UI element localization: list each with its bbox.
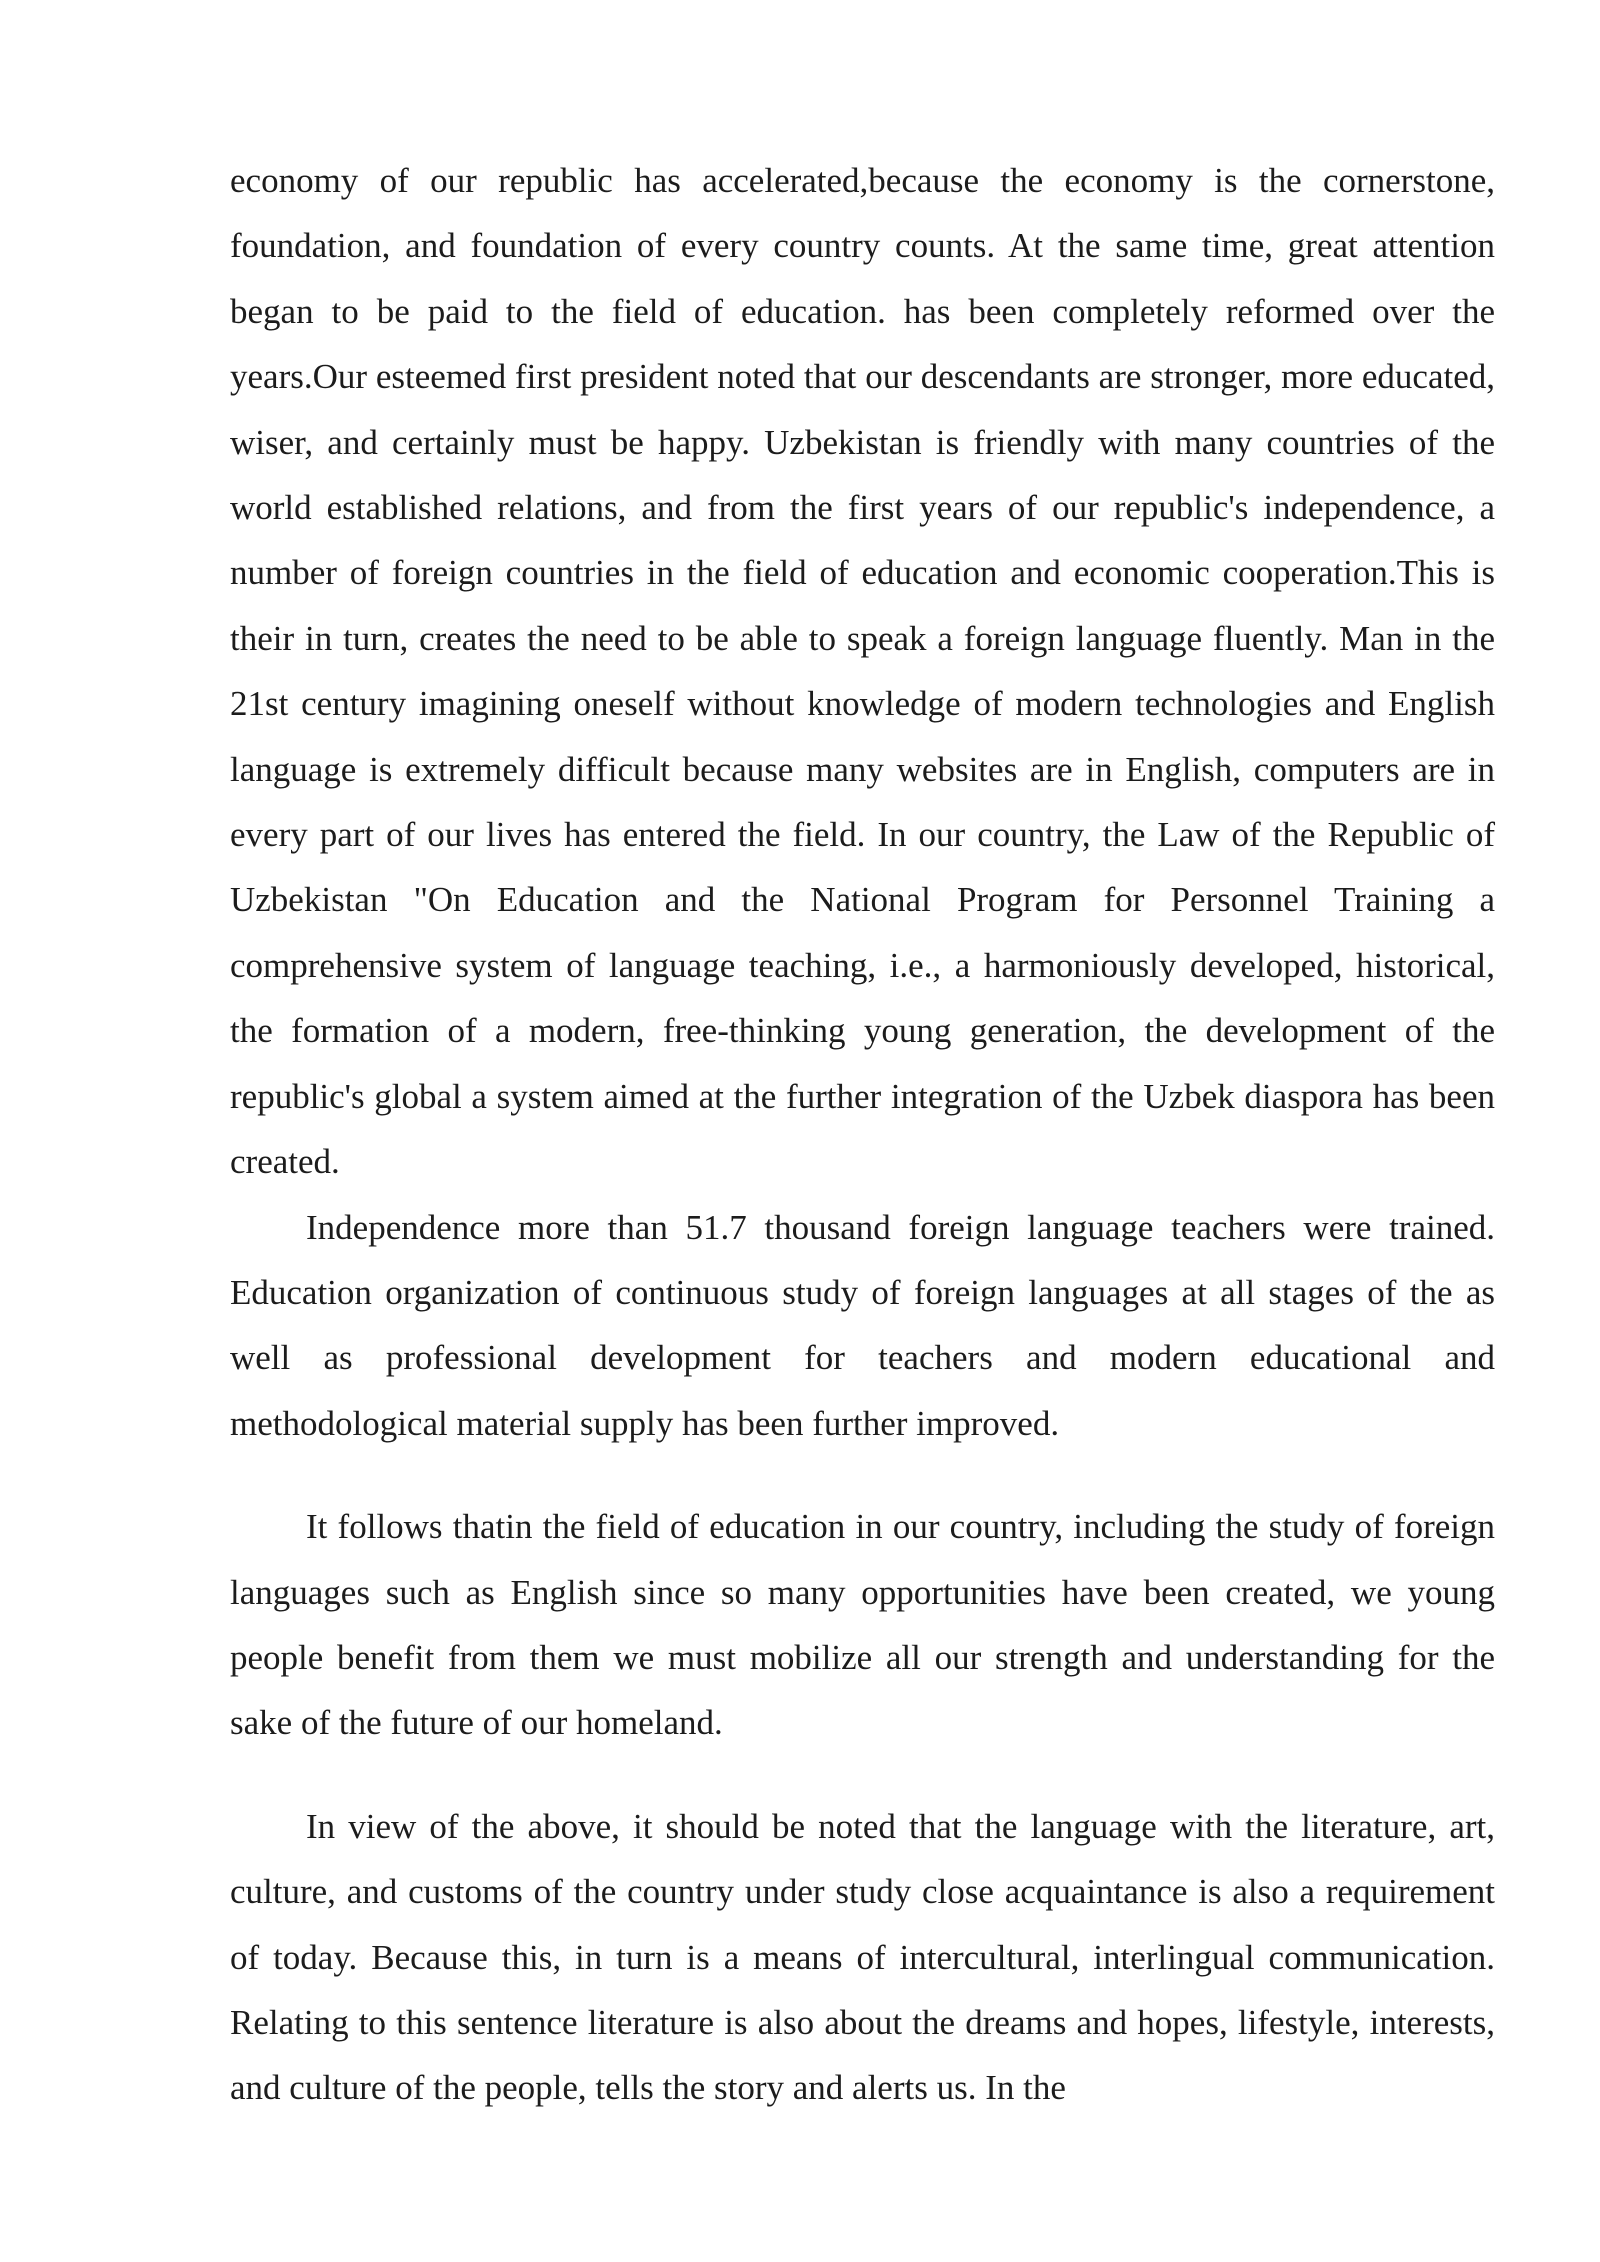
paragraph-opportunities: It follows thatin the field of education in our country, including the study of foreign languages such as English since so many opportunities have been created, we young people benefit from them we must mobilize all our strength and understanding for the sake of the future of our homeland. [230, 1507, 1495, 1743]
paragraph-teachers-trained: Independence more than 51.7 thousand foreign language teachers were trained. Education organization of continuous study of foreign languages at all stages of the as well as professional development for teachers and modern educational and methodological material supply has been further improved. [230, 1207, 1495, 1443]
paragraph-economy-education: economy of our republic has accelerated,because the economy is the cornerstone, foundation, and foundation of every country counts. At the same time, great attention began to be paid to the field of education. has been completely reformed over the years.Our esteemed first president noted that our descendants are stronger, more educated, wiser, and certainly must be happy. Uzbekistan is friendly with many countries of the world established relations, and from the first years of our republic's independence, a number of foreign countries in the field of education and economic cooperation.This is their in turn, creates the need to be able to speak a foreign language fluently. Man in the 21st century imagining oneself without knowledge of modern technologies and English language is extremely difficult because many websites are in English, computers are in every part of our lives has entered the field. In our country, the Law of the Republic of Uzbekistan "On Education and the National Program for Personnel Training a comprehensive system of language teaching, i.e., a harmoniously developed, historical, the formation of a modern, free-thinking young generation, the development of the republic's global a system aimed at the further integration of the Uzbek diaspora has been created. [230, 161, 1495, 1182]
document-page [230, 148, 1495, 2121]
paragraph-literature-culture: In view of the above, it should be noted that the language with the literature, art, culture, and customs of the country under study close acquaintance is also a requirement of today. Because this, in turn is a means of intercultural, interlingual communication. Relating to this sentence literature is also about the dreams and hopes, lifestyle, interests, and culture of the people, tells the story and alerts us. In the [230, 1806, 1495, 2108]
